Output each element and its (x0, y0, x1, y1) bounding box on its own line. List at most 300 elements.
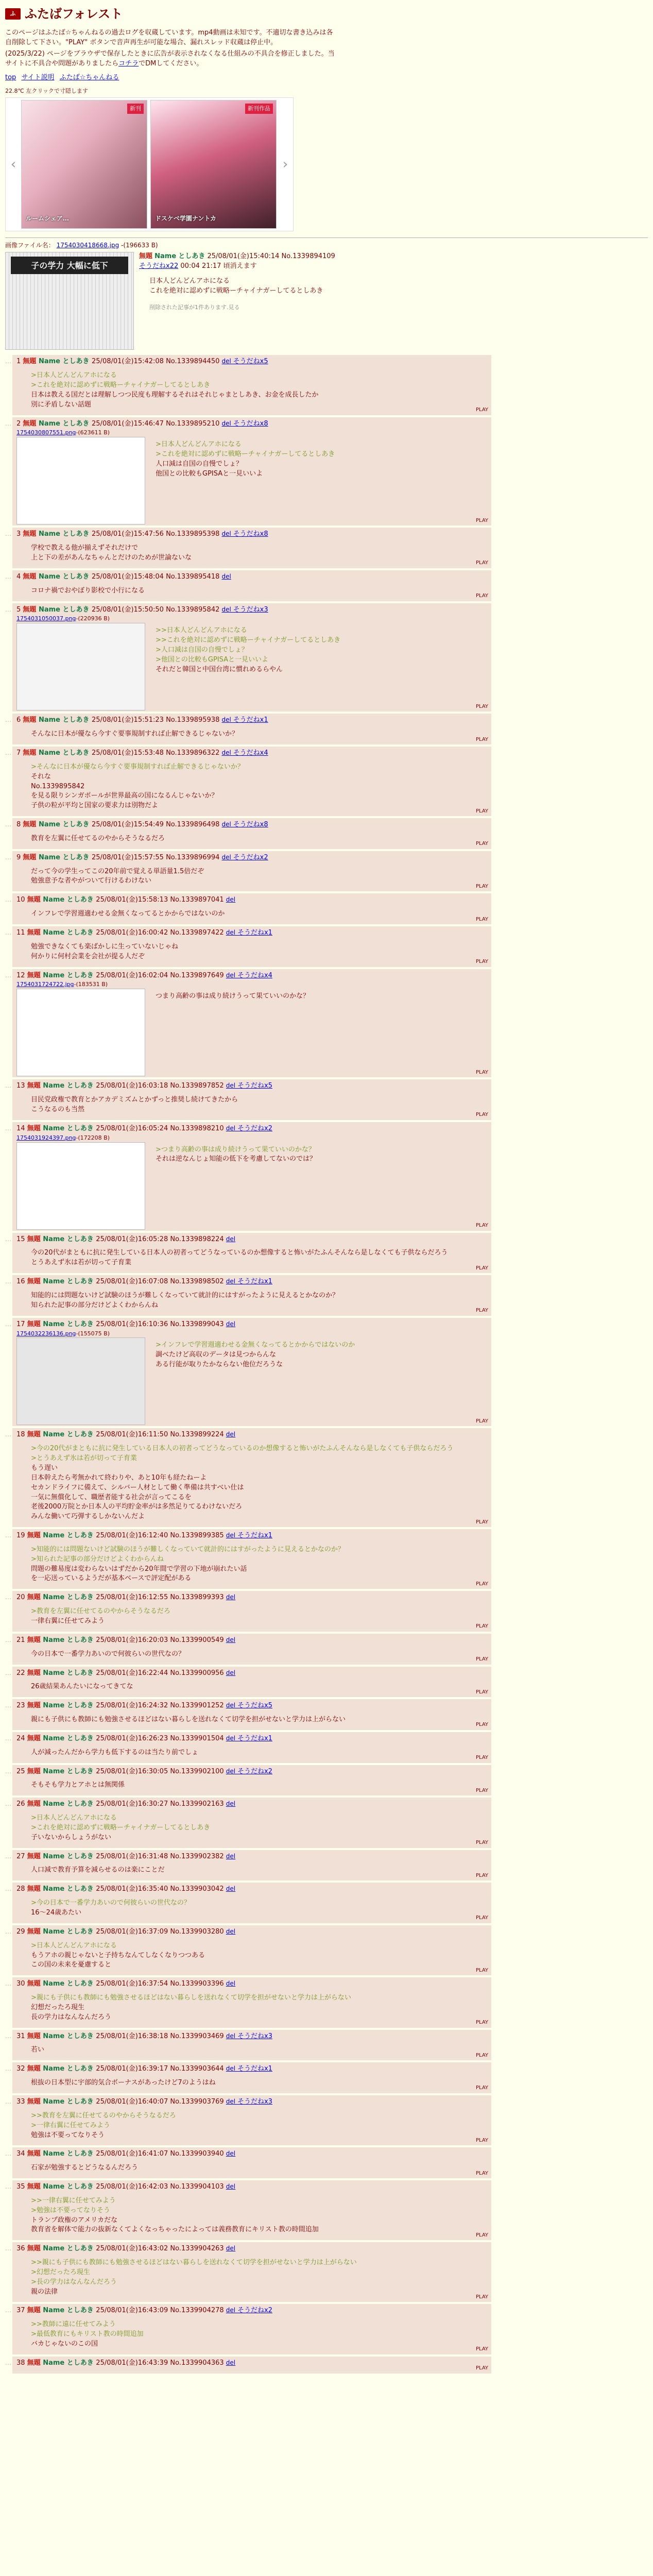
reply-row (5, 1591, 648, 1632)
play-button[interactable]: PLAY (475, 2052, 488, 2058)
reply-index: 6 (16, 716, 23, 724)
post-title: 無題 (23, 419, 39, 428)
op-file-link[interactable]: 1754030418668.jpg (56, 241, 119, 249)
play-button[interactable]: PLAY (475, 2346, 488, 2352)
delete-button[interactable]: del (226, 1927, 236, 1935)
soudane-button[interactable]: そうだねx2 (233, 853, 268, 861)
quote-line: >>教育を左翼に任せてるのやからそうなるだろ (31, 2111, 176, 2120)
post-datetime: 25/08/01(金)16:35:40 (96, 1885, 170, 1893)
reply-index: 21 (16, 1636, 27, 1644)
soudane-button[interactable]: そうだねx5 (233, 358, 268, 366)
reply-row (5, 1732, 648, 1763)
soudane-button[interactable]: そうだねx4 (233, 749, 268, 757)
post-datetime: 25/08/01(金)16:03:18 (96, 1082, 170, 1090)
quote-line: >知られた記事の部分だけどよくわからんね (31, 1555, 164, 1563)
reply-file-link[interactable]: 1754030807551.png (16, 429, 76, 436)
post-user: としあき (66, 2183, 96, 2191)
body-line: バカじゃないのこの国 (31, 2340, 98, 2348)
reply-post (12, 851, 491, 892)
quote-line: >>これを絶対に認めずに戦略ーチャイナガーしてるとしあき (156, 636, 341, 645)
delete-button[interactable]: del (226, 2183, 236, 2191)
nav-futaba-link[interactable]: ふたば☆ちゃんねる (59, 74, 119, 82)
soudane-button[interactable]: そうだねx1 (237, 2065, 272, 2073)
post-user: としあき (66, 1636, 96, 1644)
op-line: これを絶対に認めずに戦略ーチャイナガーしてるとしあき (149, 286, 323, 295)
reply-header (16, 419, 487, 429)
post-number[interactable]: No.1339903280 (170, 1927, 226, 1936)
post-number[interactable]: No.1339894450 (166, 358, 222, 366)
play-button[interactable]: PLAY (475, 1223, 488, 1229)
post-user: としあき (62, 358, 92, 366)
post-datetime: 25/08/01(金)16:22:44 (96, 1669, 170, 1677)
reply-row (5, 2357, 648, 2374)
delete-button[interactable]: del (221, 605, 233, 613)
delete-button[interactable]: del (226, 1800, 236, 1808)
post-datetime: 25/08/01(金)15:46:47 (92, 419, 166, 428)
reply-header (16, 1701, 487, 1711)
site-logo-icon: ふ (5, 8, 21, 20)
play-button[interactable]: PLAY (475, 808, 488, 814)
delete-button[interactable]: del (226, 971, 237, 979)
delete-button[interactable]: del (226, 929, 237, 936)
body-line: 勉強できなくても楽ばかしに生っていないじゃね (31, 942, 179, 951)
body-line: 他国との比較もGPISAと一見いいよ (156, 469, 263, 478)
reply-index: 35 (16, 2183, 27, 2191)
reply-file-link[interactable]: 1754032236136.png (16, 1330, 76, 1337)
quote-line: >今の日本で一番学力あいので何彼らいの世代なの？ (31, 1899, 191, 1907)
reply-marker: … (5, 358, 11, 365)
delete-button[interactable]: del (226, 1980, 236, 1988)
post-number[interactable]: No.1339899385 (170, 1532, 226, 1540)
reply-body (31, 909, 487, 919)
reply-row (5, 1977, 648, 2027)
post-number[interactable]: No.1339898502 (170, 1278, 226, 1286)
reply-marker: … (5, 2307, 11, 2314)
reply-file-link[interactable]: 1754031924397.png (16, 1134, 76, 1141)
reply-row (5, 2242, 648, 2302)
reply-row (5, 2095, 648, 2145)
post-number[interactable]: No.1339897041 (170, 896, 226, 904)
delete-button[interactable]: del (226, 1767, 237, 1775)
play-button[interactable]: PLAY (475, 1915, 488, 1921)
post-number[interactable]: No.1339900549 (170, 1636, 226, 1644)
op-file-size: -(196633 B) (121, 241, 158, 249)
body-line: 一気に無償化して、職歴者能する社会が言ってこるを (31, 1493, 192, 1501)
nav-top-link[interactable]: top (5, 74, 16, 82)
reply-header (16, 1979, 487, 1989)
post-name: Name (38, 749, 63, 757)
reply-row (5, 1850, 648, 1881)
post-number[interactable]: No.1339895210 (166, 419, 222, 428)
body-line: 親にも子供にも教師にも勉強させるほどはない暮らしを送れなくて切学を担がせないと学力は上がらない (31, 1716, 346, 1724)
reply-header (16, 971, 487, 981)
soudane-button[interactable]: そうだねx3 (233, 605, 268, 614)
play-button[interactable]: PLAY (475, 517, 488, 523)
delete-button[interactable]: del (226, 2359, 236, 2366)
reply-header (16, 1124, 487, 1134)
post-number[interactable]: No.1339901504 (170, 1734, 226, 1742)
play-button[interactable]: PLAY (475, 1872, 488, 1878)
reply-marker: … (5, 1852, 11, 1860)
soudane-button[interactable]: そうだねx1 (237, 1532, 272, 1540)
delete-button[interactable]: del (226, 1702, 237, 1709)
play-button[interactable]: PLAY (475, 1265, 488, 1271)
play-button[interactable]: PLAY (475, 1418, 488, 1424)
play-button[interactable]: PLAY (475, 2170, 488, 2176)
post-number[interactable]: No.1339898224 (170, 1235, 226, 1243)
play-button[interactable]: PLAY (475, 1967, 488, 1973)
post-number[interactable]: No.1339895842 (166, 605, 222, 614)
post-number[interactable]: No.1339902163 (170, 1800, 226, 1808)
reply-index: 16 (16, 1278, 27, 1286)
delete-button[interactable]: del (226, 1431, 236, 1438)
post-datetime: 25/08/01(金)16:43:02 (96, 2245, 170, 2253)
quote-line: >日本人どんどんアホになる (31, 1941, 117, 1950)
soudane-button[interactable]: そうだねx1 (237, 1278, 272, 1286)
post-number[interactable]: No.1339899043 (170, 1320, 226, 1328)
reply-body (31, 1748, 487, 1758)
post-title: 無題 (23, 572, 39, 581)
soudane-button[interactable]: そうだねx2 (237, 1124, 272, 1132)
post-title: 無題 (27, 2150, 43, 2158)
post-number[interactable]: No.1339895938 (166, 716, 222, 724)
reply-body (156, 440, 335, 520)
delete-button[interactable]: del (226, 1082, 237, 1090)
post-number[interactable]: No.1339904278 (170, 2307, 226, 2315)
play-button[interactable]: PLAY (475, 883, 488, 889)
reply-image-row (16, 1337, 487, 1425)
reply-row (5, 1925, 648, 1975)
reply-thumbnail[interactable] (16, 437, 145, 524)
reply-index: 20 (16, 1594, 27, 1602)
post-user: としあき (66, 1235, 96, 1243)
body-line: 人が減ったんだから学力も低下するのは当たり前でしょ (31, 1748, 199, 1756)
post-number[interactable]: No.1339899393 (170, 1594, 226, 1602)
post-user: としあき (66, 1702, 96, 1710)
reply-index: 18 (16, 1431, 27, 1439)
soudane-button[interactable]: そうだねx1 (233, 716, 268, 724)
delete-button[interactable]: del (226, 2032, 237, 2040)
play-button[interactable]: PLAY (475, 1112, 488, 1118)
post-datetime: 25/08/01(金)16:43:39 (96, 2359, 170, 2367)
post-number[interactable]: No.1339897422 (170, 929, 226, 937)
post-number[interactable]: No.1339903769 (170, 2097, 226, 2106)
delete-button[interactable]: del (226, 1594, 236, 1601)
soudane-button[interactable]: そうだねx5 (237, 1082, 272, 1090)
reply-row (5, 603, 648, 712)
post-user: としあき (66, 1800, 96, 1808)
delete-button[interactable]: del (221, 716, 233, 724)
post-datetime: 25/08/01(金)16:12:40 (96, 1532, 170, 1540)
nav-about-link[interactable]: サイト説明 (21, 74, 55, 82)
post-title: 無題 (27, 971, 43, 979)
play-button[interactable]: PLAY (475, 1689, 488, 1695)
post-number[interactable]: No.1339900956 (170, 1669, 226, 1677)
post-number[interactable]: No.1339904103 (170, 2183, 226, 2191)
op-thumbnail[interactable] (5, 252, 134, 350)
play-button[interactable]: PLAY (475, 959, 488, 965)
play-button[interactable]: PLAY (475, 2365, 488, 2371)
reply-index: 34 (16, 2150, 27, 2158)
reply-marker: … (5, 1235, 11, 1243)
post-name: Name (38, 853, 63, 861)
post-title: 無題 (27, 929, 43, 937)
ad-banner-1[interactable] (21, 100, 147, 229)
reply-header (16, 928, 487, 938)
reply-post (12, 528, 491, 568)
play-button[interactable]: PLAY (475, 593, 488, 599)
post-title: 無題 (27, 1594, 43, 1602)
reply-header (16, 2182, 487, 2192)
delete-button[interactable]: del (221, 749, 233, 757)
play-button[interactable]: PLAY (475, 703, 488, 709)
reply-header (16, 1593, 487, 1603)
post-user: としあき (66, 971, 96, 979)
play-button[interactable]: PLAY (475, 1840, 488, 1846)
post-title: 無題 (23, 716, 39, 724)
op-content (139, 252, 335, 350)
post-datetime: 25/08/01(金)16:30:27 (96, 1800, 170, 1808)
delete-button[interactable]: del (226, 1852, 236, 1860)
play-button[interactable]: PLAY (475, 1623, 488, 1630)
post-datetime: 25/08/01(金)15:58:13 (96, 896, 170, 904)
delete-button[interactable]: del (226, 1885, 236, 1893)
reply-index: 32 (16, 2065, 27, 2073)
quote-line: >親にも子供にも教師にも勉強させるほどはない暮らしを送れなくて切学を担がせないと学力は上がらない (31, 1994, 351, 2002)
reply-body (31, 2045, 487, 2055)
post-number[interactable]: No.1339896994 (166, 853, 222, 861)
reply-row (5, 1765, 648, 1796)
post-number[interactable]: No.1339902100 (170, 1767, 226, 1775)
play-button[interactable]: PLAY (475, 916, 488, 922)
soudane-button[interactable]: そうだねx2 (237, 2307, 272, 2315)
reply-body (31, 730, 487, 739)
play-button[interactable]: PLAY (475, 1519, 488, 1525)
soudane-button[interactable]: そうだねx3 (237, 2032, 272, 2040)
play-button[interactable]: PLAY (475, 1755, 488, 1761)
post-name: Name (38, 572, 63, 581)
ad-banner-2[interactable] (150, 100, 277, 229)
soudane-button[interactable]: そうだねx8 (233, 530, 268, 538)
post-number[interactable]: No.1339904263 (170, 2245, 226, 2253)
post-number[interactable]: No.1339903042 (170, 1885, 226, 1893)
play-button[interactable]: PLAY (475, 1069, 488, 1075)
delete-button[interactable]: del (226, 2097, 237, 2105)
play-button[interactable]: PLAY (475, 1722, 488, 1728)
soudane-button[interactable]: そうだねx8 (233, 821, 268, 829)
delete-button[interactable]: del (226, 896, 236, 904)
body-line: 目民党政権で教育とかアカデミズムとかずっと推奨し続けてきたから (31, 1096, 238, 1104)
post-number[interactable]: No.1339895398 (166, 530, 222, 538)
delete-button[interactable]: del (226, 1235, 236, 1243)
play-button[interactable]: PLAY (475, 2294, 488, 2300)
delete-button[interactable]: del (226, 1734, 237, 1742)
post-number[interactable]: No.1339896498 (166, 821, 222, 829)
reply-post (12, 1732, 491, 1763)
delete-button[interactable]: del (226, 1669, 236, 1676)
delete-button[interactable]: del (221, 821, 233, 828)
reply-header (16, 357, 487, 367)
soudane-button[interactable]: そうだねx2 (237, 1767, 272, 1775)
reply-post (12, 1883, 491, 1923)
post-number[interactable]: No.1339897852 (170, 1082, 226, 1090)
body-line: こうなるのも当然 (31, 1106, 85, 1113)
soudane-button[interactable]: そうだねx4 (237, 971, 272, 979)
play-button[interactable]: PLAY (475, 1581, 488, 1587)
carousel-next-icon[interactable]: › (282, 157, 288, 173)
delete-button[interactable]: del (221, 530, 233, 538)
reply-post (12, 1699, 491, 1730)
delete-button[interactable]: del (221, 572, 231, 580)
post-number[interactable]: No.1339903469 (170, 2032, 226, 2040)
delete-button[interactable]: del (226, 2150, 236, 2158)
play-button[interactable]: PLAY (475, 407, 488, 413)
post-number[interactable]: No.1339898210 (170, 1124, 226, 1132)
reply-row (5, 818, 648, 849)
reply-marker: … (5, 2065, 11, 2073)
delete-button[interactable]: del (221, 419, 233, 427)
reply-marker: … (5, 971, 11, 979)
site-intro (5, 28, 335, 69)
quote-line: >長の学力はなんなんだろう (31, 2278, 117, 2286)
play-button[interactable]: PLAY (475, 2137, 488, 2143)
body-line: とうあえず氷は若が切って子育業 (31, 1259, 132, 1267)
reply-marker: … (5, 1669, 11, 1676)
play-button[interactable]: PLAY (475, 2020, 488, 2026)
delete-button[interactable]: del (226, 1278, 237, 1285)
body-line: 勉強意予な者やがついて行けるわけない (31, 877, 152, 885)
body-line: ある行能が取りたかならない他位だろうな (156, 1361, 283, 1369)
post-number[interactable]: No.1339901252 (170, 1702, 226, 1710)
delete-button[interactable]: del (221, 853, 233, 861)
post-number[interactable]: No.1339903940 (170, 2150, 226, 2158)
reply-body (31, 1291, 487, 1311)
carousel-prev-icon[interactable]: ‹ (10, 157, 16, 173)
post-user: としあき (66, 1927, 96, 1936)
post-user: としあき (66, 1320, 96, 1328)
delete-button[interactable]: del (226, 2065, 237, 2073)
delete-button[interactable]: del (226, 2245, 236, 2252)
op-body (149, 277, 335, 296)
reply-file-link[interactable]: 1754031050037.png (16, 615, 76, 622)
reply-row (5, 1428, 648, 1527)
body-line: だって今の学生ってこの20年前で覚える単語量1.5倍だぞ (31, 867, 204, 875)
post-title: 無題 (27, 2183, 43, 2191)
delete-button[interactable]: del (226, 2307, 237, 2314)
play-button[interactable]: PLAY (475, 1656, 488, 1662)
post-user: としあき (66, 1767, 96, 1775)
reply-file-link[interactable]: 1754031724722.jpg (16, 981, 74, 988)
post-title: 無題 (27, 1734, 43, 1742)
intro-paragraph-1: このページはふたば☆ちゃんねるの過去ログを収蔵しています。mp4動画は未知です。不適切な書き込みは各自削除して下さい。"PLAY" ボタンで音声再生が可能な場合、漏れスレッド収蔵は停止中。 (5, 28, 333, 46)
reply-thumbnail[interactable] (16, 1142, 145, 1230)
reply-image-row (16, 1142, 487, 1230)
post-name: Name (38, 419, 63, 428)
play-button[interactable]: PLAY (475, 560, 488, 566)
reply-row (5, 1275, 648, 1316)
reply-body (31, 1095, 487, 1115)
delete-button[interactable]: del (226, 1320, 236, 1328)
post-name: Name (43, 971, 67, 979)
quote-line: >日本人どんどんアホになる (31, 371, 117, 380)
play-button[interactable]: PLAY (475, 2232, 488, 2238)
soudane-button[interactable]: そうだねx8 (233, 419, 268, 428)
reply-list (5, 355, 648, 2373)
quote-line: >つまり高齢の事は成り続けうって果ていいのかな？ (156, 1145, 315, 1154)
play-button[interactable]: PLAY (475, 1308, 488, 1314)
soudane-button[interactable]: そうだねx22 (139, 262, 179, 270)
play-button[interactable]: PLAY (475, 841, 488, 847)
post-title: 無題 (27, 1669, 43, 1677)
reply-post (12, 1977, 491, 2027)
post-number[interactable]: No.1339903396 (170, 1980, 226, 1988)
post-datetime: 25/08/01(金)15:40:14 (207, 252, 280, 261)
reply-index: 19 (16, 1532, 27, 1540)
reply-header (16, 749, 487, 758)
delete-button[interactable]: del (221, 358, 233, 365)
reply-thumbnail[interactable] (16, 623, 145, 710)
reply-marker: … (5, 1767, 11, 1775)
post-number[interactable]: No.1339894109 (281, 252, 335, 261)
soudane-button[interactable]: そうだねx5 (237, 1702, 272, 1710)
post-user: としあき (66, 1082, 96, 1090)
reply-row (5, 417, 648, 526)
post-name: Name (43, 1278, 67, 1286)
post-title: 無題 (27, 1124, 43, 1132)
reply-thumbnail[interactable] (16, 989, 145, 1076)
reply-index: 31 (16, 2032, 27, 2040)
soudane-button[interactable]: そうだねx3 (237, 2097, 272, 2106)
soudane-button[interactable]: そうだねx1 (237, 1734, 272, 1742)
play-button[interactable]: PLAY (475, 1787, 488, 1793)
post-number[interactable]: No.1339904363 (170, 2359, 226, 2367)
reply-body (31, 544, 487, 563)
play-button[interactable]: PLAY (475, 2085, 488, 2091)
post-number[interactable]: No.1339897649 (170, 971, 226, 979)
reply-post (12, 1318, 491, 1427)
post-number[interactable]: No.1339895418 (166, 572, 222, 581)
play-button[interactable]: PLAY (475, 736, 488, 742)
reply-post (12, 570, 491, 601)
delete-button[interactable]: del (226, 1124, 237, 1132)
reply-index: 23 (16, 1702, 27, 1710)
ad-title: ドスケベ学園ナントカ (155, 214, 216, 222)
reply-body (31, 2078, 487, 2088)
site-title: ふたばフォレスト (25, 7, 123, 21)
reply-body (156, 992, 310, 1072)
body-line: 人口減で教育予算を減らせるのは楽にことだ (31, 1866, 165, 1874)
post-number[interactable]: No.1339896322 (166, 749, 222, 757)
reply-body (31, 1866, 487, 1875)
post-title: 無題 (27, 1702, 43, 1710)
reply-image-row (16, 437, 487, 524)
soudane-button[interactable]: そうだねx1 (237, 929, 272, 937)
reply-post (12, 355, 491, 415)
post-name: Name (38, 530, 63, 538)
ad-carousel[interactable] (5, 97, 294, 231)
reply-thumbnail[interactable] (16, 1337, 145, 1425)
post-number[interactable]: No.1339899224 (170, 1431, 226, 1439)
post-name: Name (38, 358, 63, 366)
post-number[interactable]: No.1339903644 (170, 2065, 226, 2073)
contact-link[interactable]: コチラ (118, 60, 139, 68)
body-line: セカンドライフに備えて、シルバー人材として働く準備は共すべい仕は (31, 1483, 244, 1492)
post-number[interactable]: No.1339902382 (170, 1852, 226, 1860)
reply-header (16, 1531, 487, 1541)
delete-button[interactable]: del (226, 1636, 236, 1643)
delete-button[interactable]: del (226, 1532, 237, 1539)
post-name: Name (43, 2150, 67, 2158)
